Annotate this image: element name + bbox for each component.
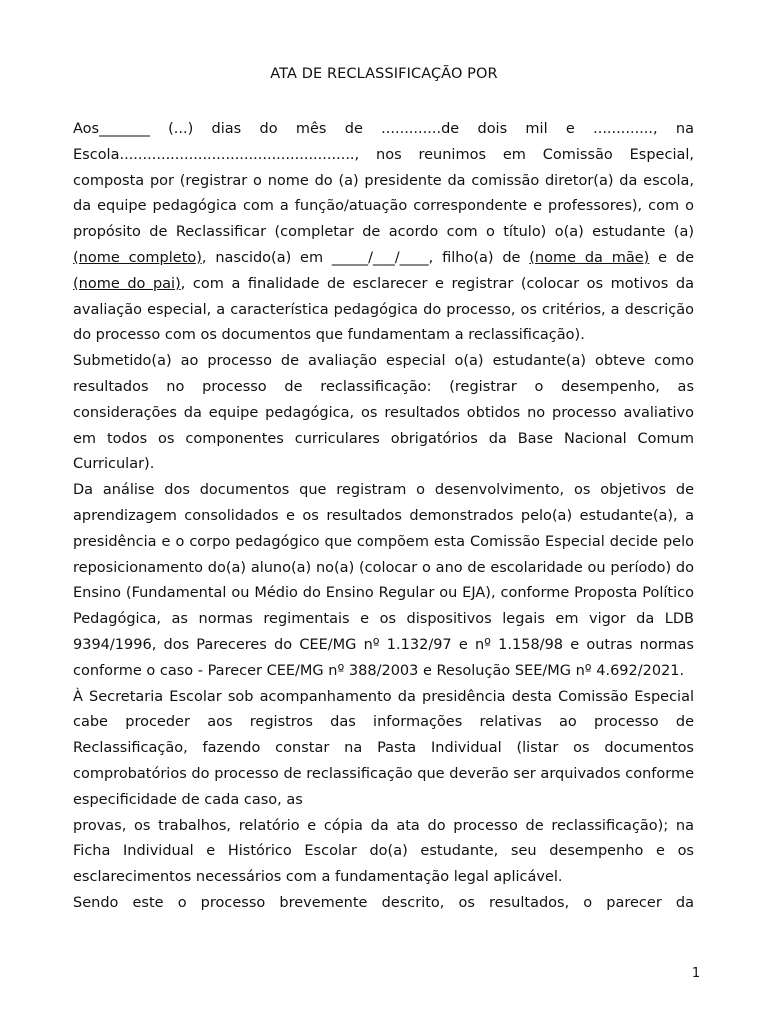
paragraph-analysis: Da análise dos documentos que registram o desenvolvimento, os objetivos de aprendizagem consolidados e os resultados demonstrados pelo(a) estudante(a), a presidência e o corpo pedagógico que compõem esta Comissão Especial decide pelo reposicionamento do(a) aluno(a) no(a) (colocar o ano de escolaridade ou período) do Ensino (Fundamental ou Médio do Ensino Regular ou EJA), conforme Proposta Político Pedagógica, as normas regimentais e os dispositivos legais em vigor da LDB 9394/1996, dos Pareceres do CEE/MG nº 1.132/97 e nº 1.158/98 e outras normas conforme o caso - Parecer CEE/MG nº 388/2003 e Resolução SEE/MG nº 4.692/2021.: [73, 482, 694, 679]
paragraph-results: Submetido(a) ao processo de avaliação especial o(a) estudante(a) obteve como resultados no processo de reclassificação: (registrar o desempenho, as considerações da equipe pedagógica, os resultados obtidos no processo avaliativo em todos os componentes curriculares obrigatórios da Base Nacional Comum Curricular).: [73, 353, 694, 473]
paragraph-records: provas, os trabalhos, relatório e cópia da ata do processo de reclassificação); na Ficha Individual e Histórico Escolar do(a) estudante, seu desempenho e os esclarecimentos necessários com a fundamentação legal aplicável.: [73, 817, 694, 886]
paragraph-opening-text-1: Aos_______ (...) dias do mês de .............de dois mil e ............., na Escola..................................................., nos reunimos em Comissão Especial, composta por (registrar o nome do (a) presidente da comissão diretor(a) da escola, da equipe pedagógica com a função/atuação correspondente e professores), com o propósito de Reclassificar (completar de acordo com o título) o(a) estudante (a): [73, 121, 694, 241]
placeholder-father-name: (nome do pai): [73, 275, 181, 292]
page-number: 1: [691, 966, 701, 981]
paragraph-closing: Sendo este o processo brevemente descrito, os resultados, o parecer da: [73, 894, 694, 911]
placeholder-mother-name: (nome da mãe): [529, 249, 650, 266]
document-body: [73, 117, 694, 917]
paragraph-opening-text-3: e de: [649, 249, 694, 266]
paragraph-secretariat: À Secretaria Escolar sob acompanhamento da presidência desta Comissão Especial cabe proceder aos registros das informações relativas ao processo de Reclassificação, fazendo constar na Pasta Individual (listar os documentos comprobatórios do processo de reclassificação que deverão ser arquivados conforme especificidade de cada caso, as: [73, 688, 694, 808]
placeholder-student-name: (nome completo): [73, 249, 202, 266]
paragraph-opening: [73, 117, 694, 349]
document-title: ATA DE RECLASSIFICAÇÃO POR: [270, 66, 498, 82]
paragraph-opening-text-4: , com a finalidade de esclarecer e registrar (colocar os motivos da avaliação especial, a característica pedagógica do processo, os critérios, a descrição do processo com os documentos que fundamentam a reclassificação).: [73, 275, 694, 344]
paragraph-opening-text-2: , nascido(a) em _____/___/____, filho(a) de: [201, 249, 530, 266]
